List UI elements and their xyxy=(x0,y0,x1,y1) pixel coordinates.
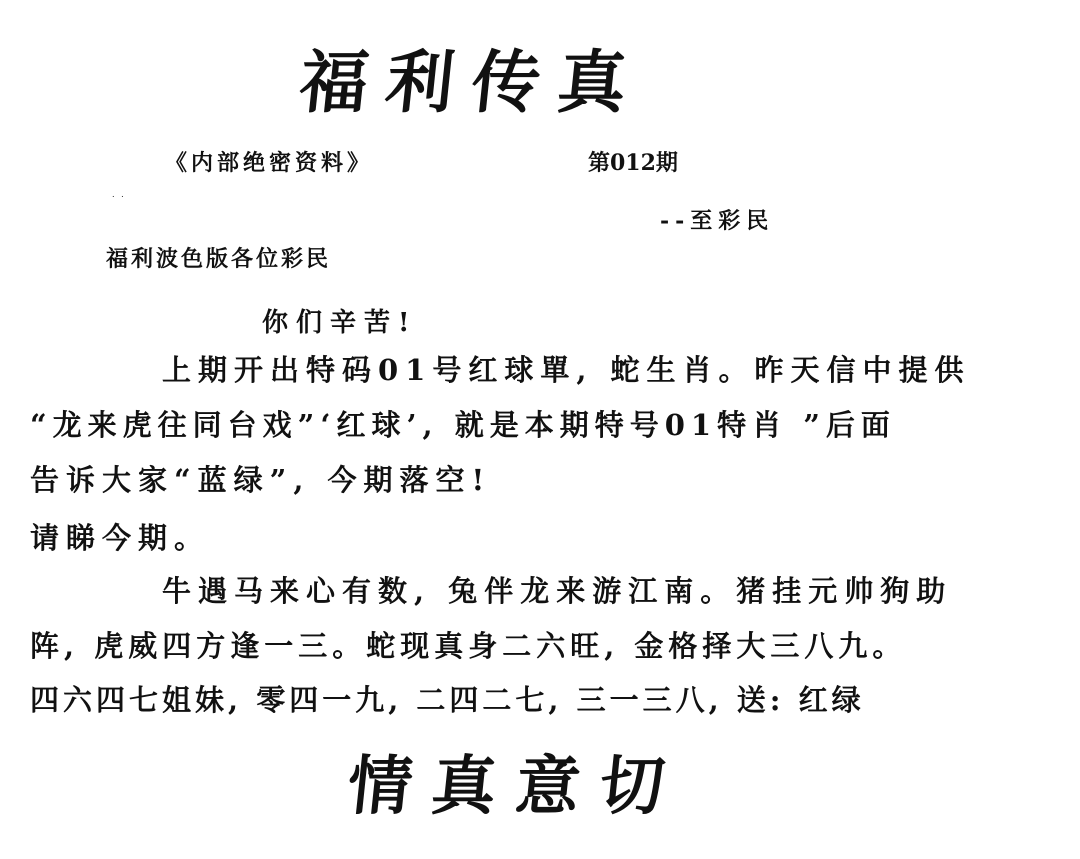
salutation: 福利波色版各位彩民 xyxy=(106,246,332,272)
body-line: 四六四七姐妹, 零四一九, 二四二七, 三一三八, 送: 红绿 xyxy=(30,683,865,717)
body-line: 上期开出特码01号红球單, 蛇生肖。昨天信中提供 xyxy=(162,353,971,387)
document-title: 福利传真 xyxy=(295,43,649,123)
body-line: “龙来虎往同台戏”‘红球’, 就是本期特号01特肖 ”后面 xyxy=(30,408,896,442)
scan-specks: . . xyxy=(112,190,126,199)
document-subtitle: 《内部绝密资料》 xyxy=(165,150,374,176)
greeting: 你们辛苦! xyxy=(262,308,418,338)
body-line: 阵, 虎威四方逢一三。蛇现真身二六旺, 金格择大三八九。 xyxy=(30,629,907,663)
body-line: 请睇今期。 xyxy=(30,521,211,555)
body-line: 牛遇马来心有数, 兔伴龙来游江南。猪挂元帅狗助 xyxy=(162,574,953,608)
closing-phrase: 情真意切 xyxy=(344,749,688,824)
signature-line: --至彩民 xyxy=(660,208,775,234)
issue-number: 第012期 xyxy=(588,150,678,176)
body-line: 告诉大家“蓝绿”, 今期落空! xyxy=(30,463,492,497)
